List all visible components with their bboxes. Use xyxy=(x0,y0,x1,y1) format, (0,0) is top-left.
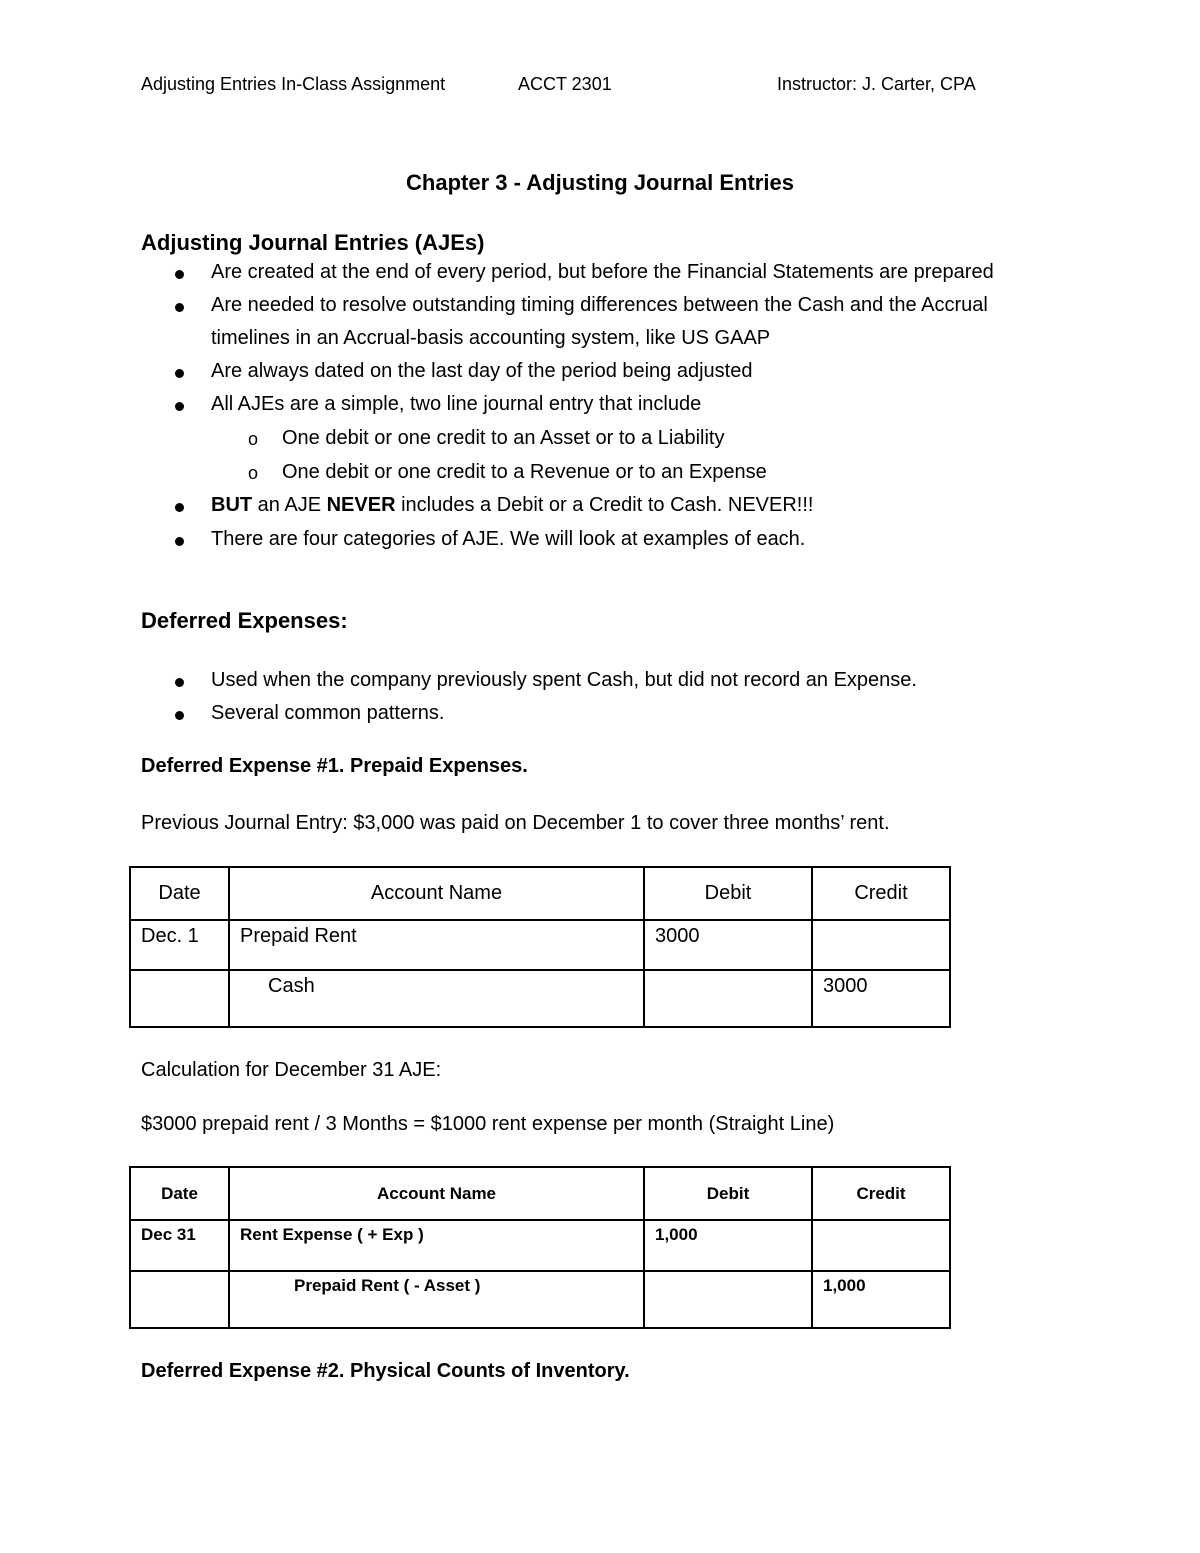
cell-debit xyxy=(644,970,812,1027)
table-row xyxy=(130,1271,950,1328)
aje-bullet-4: All AJEs are a simple, two line journal entry that include xyxy=(211,393,702,415)
aje-bullet-2: Are needed to resolve outstanding timing differences between the Cash and the Accrual xyxy=(211,294,988,316)
col-credit-header: Credit xyxy=(812,1167,950,1220)
aje-bullet-2-continued: timelines in an Accrual-basis accounting system, like US GAAP xyxy=(211,327,771,349)
cell-account: Prepaid Rent ( - Asset ) xyxy=(229,1271,644,1328)
table-row xyxy=(130,1220,950,1271)
cell-debit xyxy=(644,1271,812,1328)
cell-credit xyxy=(812,1220,950,1271)
table-row xyxy=(130,920,950,970)
aje-sub-bullet-1: One debit or one credit to an Asset or to a Liability xyxy=(282,427,725,449)
bullet-icon xyxy=(175,711,184,720)
col-date-header: Date xyxy=(130,1167,229,1220)
col-date-header: Date xyxy=(130,867,229,920)
bullet-icon xyxy=(175,537,184,546)
col-account-header: Account Name xyxy=(229,1167,644,1220)
de2-heading: Deferred Expense #2. Physical Counts of Inventory. xyxy=(141,1360,630,1382)
header-assignment-title: Adjusting Entries In-Class Assignment xyxy=(141,74,446,94)
never-text-b: includes a Debit or a Credit to Cash. NEVER!!! xyxy=(395,494,814,516)
cell-credit: 1,000 xyxy=(812,1271,950,1328)
deferred-bullet-1: Used when the company previously spent Cash, but did not record an Expense. xyxy=(211,669,917,691)
journal-entry-table-2 xyxy=(129,1166,951,1329)
cell-date: Dec 31 xyxy=(130,1220,229,1271)
table-row xyxy=(130,970,950,1027)
journal-entry-table-1 xyxy=(129,866,951,1028)
cell-date xyxy=(130,970,229,1027)
deferred-bullet-2: Several common patterns. xyxy=(211,702,445,724)
table-header-row xyxy=(130,1167,950,1220)
bullet-icon xyxy=(175,369,184,378)
cell-credit: 3000 xyxy=(812,970,950,1027)
bullet-icon xyxy=(175,503,184,512)
deferred-heading: Deferred Expenses: xyxy=(141,608,348,633)
header-instructor: Instructor: J. Carter, CPA xyxy=(777,74,976,94)
header-course: ACCT 2301 xyxy=(518,74,612,94)
never-but: BUT xyxy=(211,494,253,516)
bullet-icon xyxy=(175,303,184,312)
col-debit-header: Debit xyxy=(644,1167,812,1220)
col-credit-header: Credit xyxy=(812,867,950,920)
never-text-a: an AJE xyxy=(252,494,327,516)
cell-debit: 1,000 xyxy=(644,1220,812,1271)
table-header-row xyxy=(130,867,950,920)
aje-bullet-1: Are created at the end of every period, but before the Financial Statements are prepared xyxy=(211,261,994,283)
bullet-icon xyxy=(175,402,184,411)
cell-debit: 3000 xyxy=(644,920,812,970)
never-word: NEVER xyxy=(326,494,396,516)
cell-account: Cash xyxy=(229,970,644,1027)
cell-date: Dec. 1 xyxy=(130,920,229,970)
bullet-icon xyxy=(175,678,184,687)
aje-heading: Adjusting Journal Entries (AJEs) xyxy=(141,230,485,255)
col-account-header: Account Name xyxy=(229,867,644,920)
aje-never-bullet xyxy=(211,494,813,517)
calc-label: Calculation for December 31 AJE: xyxy=(141,1059,442,1081)
de1-heading: Deferred Expense #1. Prepaid Expenses. xyxy=(141,755,528,777)
calc-formula: $3000 prepaid rent / 3 Months = $1000 rent expense per month (Straight Line) xyxy=(141,1113,835,1135)
aje-sub-bullet-2: One debit or one credit to a Revenue or to an Expense xyxy=(282,461,767,483)
page-title: Chapter 3 - Adjusting Journal Entries xyxy=(406,170,794,195)
aje-bullet-last: There are four categories of AJE. We will look at examples of each. xyxy=(211,528,806,550)
cell-credit xyxy=(812,920,950,970)
cell-account: Prepaid Rent xyxy=(229,920,644,970)
sub-bullet-icon: o xyxy=(248,429,259,449)
col-debit-header: Debit xyxy=(644,867,812,920)
de1-previous-entry: Previous Journal Entry: $3,000 was paid on December 1 to cover three months’ rent. xyxy=(141,812,890,834)
aje-bullet-3: Are always dated on the last day of the period being adjusted xyxy=(211,360,753,382)
cell-date xyxy=(130,1271,229,1328)
cell-account: Rent Expense ( + Exp ) xyxy=(229,1220,644,1271)
bullet-icon xyxy=(175,270,184,279)
sub-bullet-icon: o xyxy=(248,463,259,483)
